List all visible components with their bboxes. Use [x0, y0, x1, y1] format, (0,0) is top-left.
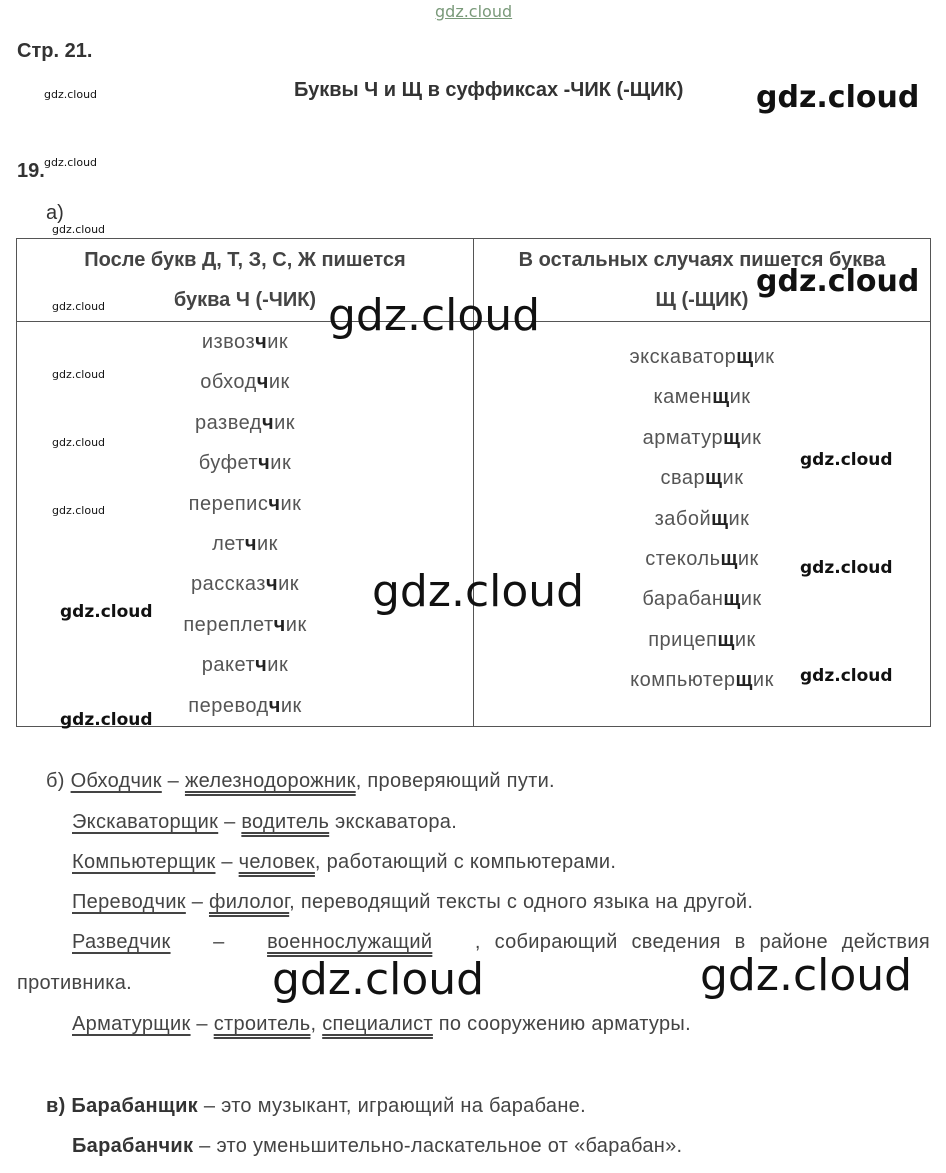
predicate: филолог — [208, 891, 290, 913]
highlighted-letter: щ — [735, 669, 753, 692]
rest: экскаватора. — [329, 811, 458, 833]
rest: , работающий с компьютерами. — [314, 851, 617, 873]
right-header-line1: В остальных случаях пишется буква — [518, 249, 886, 271]
part-a-label: а) — [46, 202, 64, 224]
predicate: строитель — [213, 1013, 311, 1035]
highlighted-letter: щ — [717, 628, 735, 651]
rest: , собирающий сведения в районе действия — [474, 931, 930, 953]
highlighted-letter: ч — [273, 613, 286, 636]
word-item: летчик — [212, 533, 278, 556]
word-item: стекольщик — [645, 548, 759, 571]
highlighted-letter: щ — [723, 588, 741, 611]
word-item: переплетчик — [183, 613, 307, 636]
dash: – — [215, 851, 239, 873]
highlighted-letter: щ — [723, 426, 741, 449]
rest: , проверяющий пути. — [355, 770, 555, 792]
right-column-header — [474, 239, 931, 322]
subject: Разведчик — [72, 931, 171, 953]
word-item: ракетчик — [201, 654, 289, 677]
highlighted-letter: ч — [268, 492, 281, 515]
dash: – — [190, 1013, 214, 1035]
highlighted-letter: щ — [711, 507, 729, 530]
explanation: – это уменьшительно-ласкательное от «барабан». — [193, 1135, 683, 1157]
highlighted-letter: ч — [265, 573, 279, 596]
highlighted-letter: ч — [256, 371, 269, 394]
part-c-line-2 — [72, 1135, 682, 1158]
definition-line-3 — [72, 851, 616, 874]
part-c-line-1 — [46, 1095, 586, 1118]
highlighted-letter: щ — [720, 548, 738, 571]
watermark: gdz.cloud — [44, 88, 98, 101]
predicate: военнослужащий — [267, 931, 433, 953]
word-item: барабанщик — [642, 588, 762, 611]
subject: Обходчик — [70, 770, 162, 792]
highlighted-letter: щ — [705, 467, 723, 490]
exercise-number: 19. — [17, 160, 45, 182]
topic-title: Буквы Ч и Щ в суффиксах -ЧИК (-ЩИК) — [294, 79, 684, 101]
word-item: извозчик — [201, 331, 289, 353]
term: Барабанщик — [71, 1095, 198, 1117]
predicate: железнодорожник — [184, 770, 356, 792]
word-item: сварщик — [660, 467, 744, 490]
word-item: разведчик — [195, 411, 295, 434]
word-item: экскаваторщик — [629, 346, 775, 368]
watermark: gdz.cloud — [52, 504, 106, 517]
watermark: gdz.cloud — [52, 300, 106, 313]
watermark: gdz.cloud — [60, 602, 153, 622]
definition-line-4 — [72, 891, 753, 914]
word-item: буфетчик — [198, 452, 292, 475]
watermark: gdz.cloud — [756, 80, 920, 115]
word-item: компьютерщик — [630, 669, 774, 692]
explanation: – это музыкант, играющий на барабане. — [198, 1095, 586, 1117]
subject: Компьютерщик — [72, 851, 216, 873]
watermark: gdz.cloud — [272, 954, 485, 1005]
highlighted-letter: ч — [258, 452, 271, 475]
watermark: gdz.cloud — [328, 290, 541, 341]
watermark: gdz.cloud — [60, 710, 153, 730]
word-item: прицепщик — [648, 628, 756, 651]
left-header-line1: После букв Д, Т, З, С, Ж пишется — [84, 249, 406, 271]
comma: , — [310, 1013, 323, 1035]
highlighted-letter: ч — [261, 411, 275, 434]
left-word-column — [17, 322, 474, 727]
watermark-top: gdz.cloud — [435, 2, 513, 21]
right-header-line2: Щ (-ЩИК) — [655, 289, 749, 311]
watermark: gdz.cloud — [800, 666, 893, 686]
predicate: человек — [238, 851, 315, 873]
rest: , переводящий тексты с одного языка на другой. — [289, 891, 754, 913]
watermark: gdz.cloud — [52, 223, 106, 236]
word-item: обходчик — [200, 371, 290, 394]
left-header-line2: буква Ч (-ЧИК) — [173, 289, 317, 311]
subject: Арматурщик — [72, 1013, 191, 1035]
watermark: gdz.cloud — [52, 368, 106, 381]
part-b-label: б) — [46, 770, 65, 792]
rest: по сооружению арматуры. — [432, 1013, 691, 1035]
definition-line-5-continued: противника. — [17, 972, 132, 994]
word-item: переписчик — [188, 492, 302, 515]
highlighted-letter: ч — [268, 694, 281, 717]
dash: – — [161, 770, 185, 792]
highlighted-letter: ч — [244, 533, 257, 556]
highlighted-letter: ч — [255, 331, 268, 353]
page-reference: Стр. 21. — [17, 40, 93, 62]
word-item: забойщик — [654, 507, 750, 530]
part-c-label: в) — [46, 1095, 66, 1117]
word-item: переводчик — [188, 694, 302, 717]
watermark: gdz.cloud — [44, 156, 98, 169]
highlighted-letter: ч — [255, 654, 268, 677]
watermark: gdz.cloud — [372, 566, 585, 617]
word-item: арматурщик — [642, 426, 762, 449]
definition-line-6 — [72, 1013, 691, 1036]
highlighted-letter: щ — [712, 386, 730, 409]
predicate: специалист — [322, 1013, 433, 1035]
watermark: gdz.cloud — [800, 558, 893, 578]
word-item: каменщик — [653, 386, 751, 409]
subject: Переводчик — [72, 891, 186, 913]
word-item: рассказчик — [190, 573, 300, 596]
dash: – — [218, 811, 242, 833]
dash: – — [213, 931, 225, 953]
watermark: gdz.cloud — [52, 436, 106, 449]
watermark: gdz.cloud — [800, 450, 893, 470]
dash: – — [185, 891, 209, 913]
watermark: gdz.cloud — [700, 950, 913, 1001]
watermark: gdz.cloud — [756, 264, 920, 299]
definition-line-1 — [46, 770, 555, 793]
subject: Экскаваторщик — [72, 811, 219, 833]
definition-line-2 — [72, 811, 457, 834]
highlighted-letter: щ — [736, 346, 754, 368]
term: Барабанчик — [72, 1135, 194, 1157]
predicate: водитель — [241, 811, 330, 833]
